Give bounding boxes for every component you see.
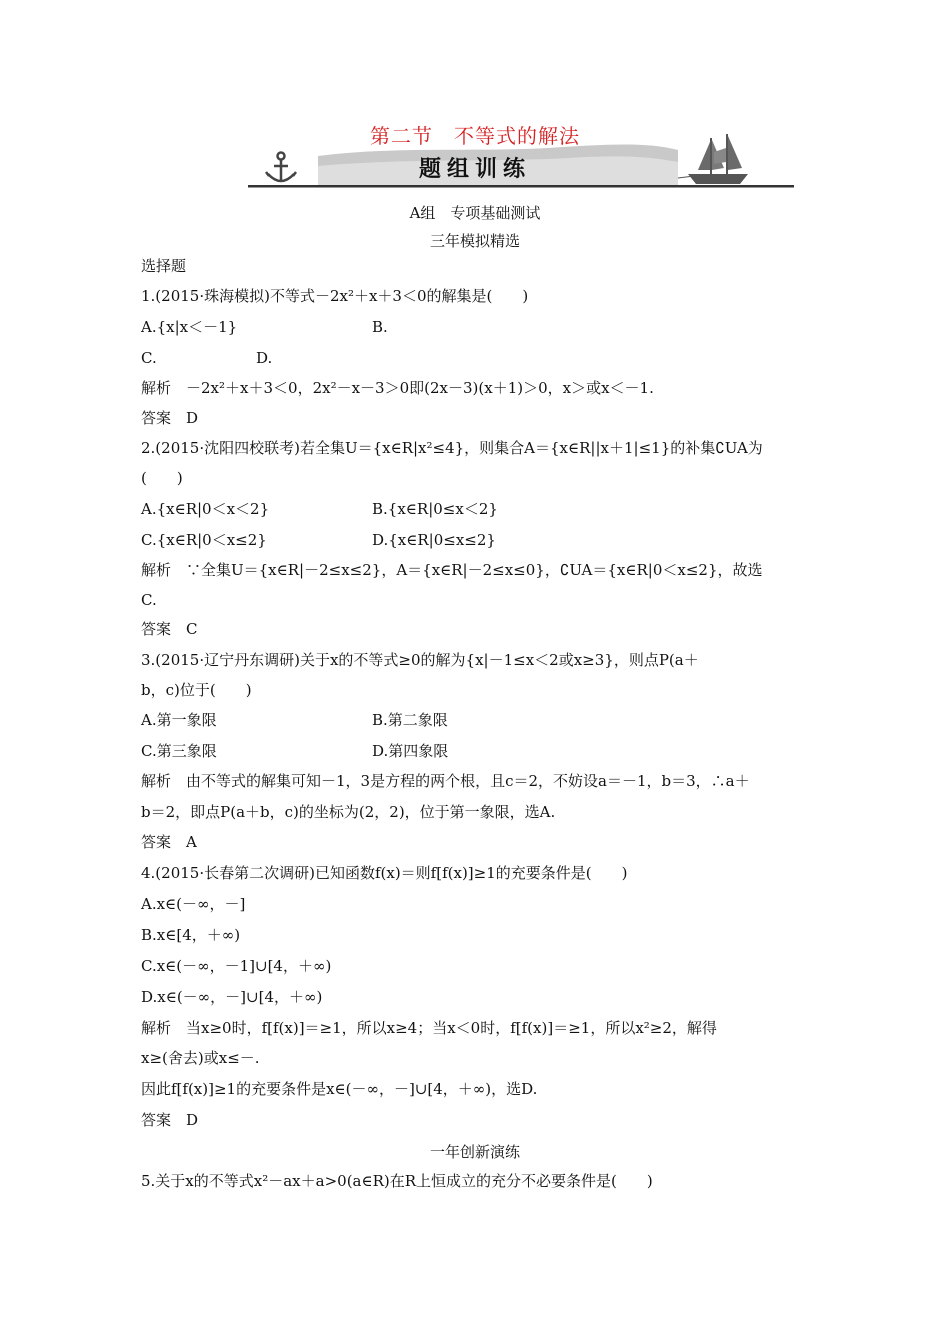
q2-option-a: A.{x∈R|0＜x＜2} [141, 500, 270, 518]
q1-option-a: A.{x|x＜－1} [141, 318, 238, 336]
q1-answer: 答案 D [141, 409, 199, 427]
q2-answer: 答案 C [141, 620, 198, 638]
q4-analysis-line3: 因此f[f(x)]≥1的充要条件是x∈(－∞，－]∪[4，＋∞)，选D. [141, 1080, 538, 1098]
q4-answer: 答案 D [141, 1111, 199, 1129]
group-subtitle-2: 一年创新演练 [429, 1143, 520, 1161]
q4-option-d: D.x∈(－∞，－]∪[4，＋∞) [141, 988, 323, 1006]
q3-stem-line2: b，c)位于( ) [141, 681, 252, 699]
q5-stem: 5.关于x的不等式x²－ax＋a>0(a∈R)在R上恒成立的充分不必要条件是( ) [141, 1172, 653, 1190]
section-title: 第二节 不等式的解法 [370, 124, 580, 148]
banner-label: 题组训练 [418, 156, 531, 182]
q3-answer: 答案 A [141, 833, 197, 851]
q3-stem-line1: 3.(2015·辽宁丹东调研)关于x的不等式≥0的解为{x|－1≤x＜2或x≥3}，则点P(a＋ [141, 651, 699, 669]
q2-option-c: C.{x∈R|0＜x≤2} [141, 531, 267, 549]
q2-option-b: B.{x∈R|0≤x＜2} [372, 500, 498, 518]
q3-option-b: B.第二象限 [372, 711, 448, 729]
q1-option-d: D. [256, 349, 273, 367]
q3-option-d: D.第四象限 [372, 742, 449, 760]
q4-option-c: C.x∈(－∞，－1]∪[4，＋∞) [141, 957, 332, 975]
q3-option-c: C.第三象限 [141, 742, 217, 760]
q3-analysis-line1: 解析 由不等式的解集可知－1，3是方程的两个根，且c＝2，不妨设a＝－1，b＝3，∴a＋ [141, 772, 750, 790]
group-a-title: A组 专项基础测试 [409, 204, 541, 222]
q4-analysis-line2: x≥(舍去)或x≤－. [141, 1049, 260, 1067]
q4-analysis-line1: 解析 当x≥0时，f[f(x)]＝≥1，所以x≥4；当x＜0时，f[f(x)]＝≥1，所以x²≥2，解得 [141, 1019, 717, 1037]
group-a-subtitle: 三年模拟精选 [429, 232, 520, 250]
q4-option-b: B.x∈[4，＋∞) [141, 926, 241, 944]
q3-option-a: A.第一象限 [141, 711, 217, 729]
q1-stem: 1.(2015·珠海模拟)不等式－2x²＋x＋3＜0的解集是( ) [141, 287, 529, 305]
q2-stem-line2: ( ) [141, 469, 183, 487]
q3-analysis-line2: b＝2，即点P(a＋b，c)的坐标为(2，2)，位于第一象限，选A. [141, 803, 556, 821]
q2-analysis-line2: C. [141, 591, 157, 609]
q4-stem: 4.(2015·长春第二次调研)已知函数f(x)＝则f[f(x)]≥1的充要条件是( ) [141, 864, 628, 882]
q2-option-d: D.{x∈R|0≤x≤2} [372, 531, 496, 549]
question-type: 选择题 [141, 257, 187, 275]
q1-option-c: C. [141, 349, 157, 367]
q2-stem-line1: 2.(2015·沈阳四校联考)若全集U＝{x∈R|x²≤4}，则集合A＝{x∈R||x＋1|≤1}的补集∁UA为 [141, 439, 763, 457]
q4-option-a: A.x∈(－∞，－] [141, 895, 246, 913]
q1-analysis: 解析 －2x²＋x＋3＜0，2x²－x－3＞0即(2x－3)(x＋1)＞0，x＞或x＜－1. [141, 379, 654, 397]
q2-analysis-line1: 解析 ∵全集U＝{x∈R|－2≤x≤2}，A＝{x∈R|－2≤x≤0}，∁UA＝{x∈R|0＜x≤2}，故选 [141, 561, 763, 579]
q1-option-b: B. [372, 318, 388, 336]
